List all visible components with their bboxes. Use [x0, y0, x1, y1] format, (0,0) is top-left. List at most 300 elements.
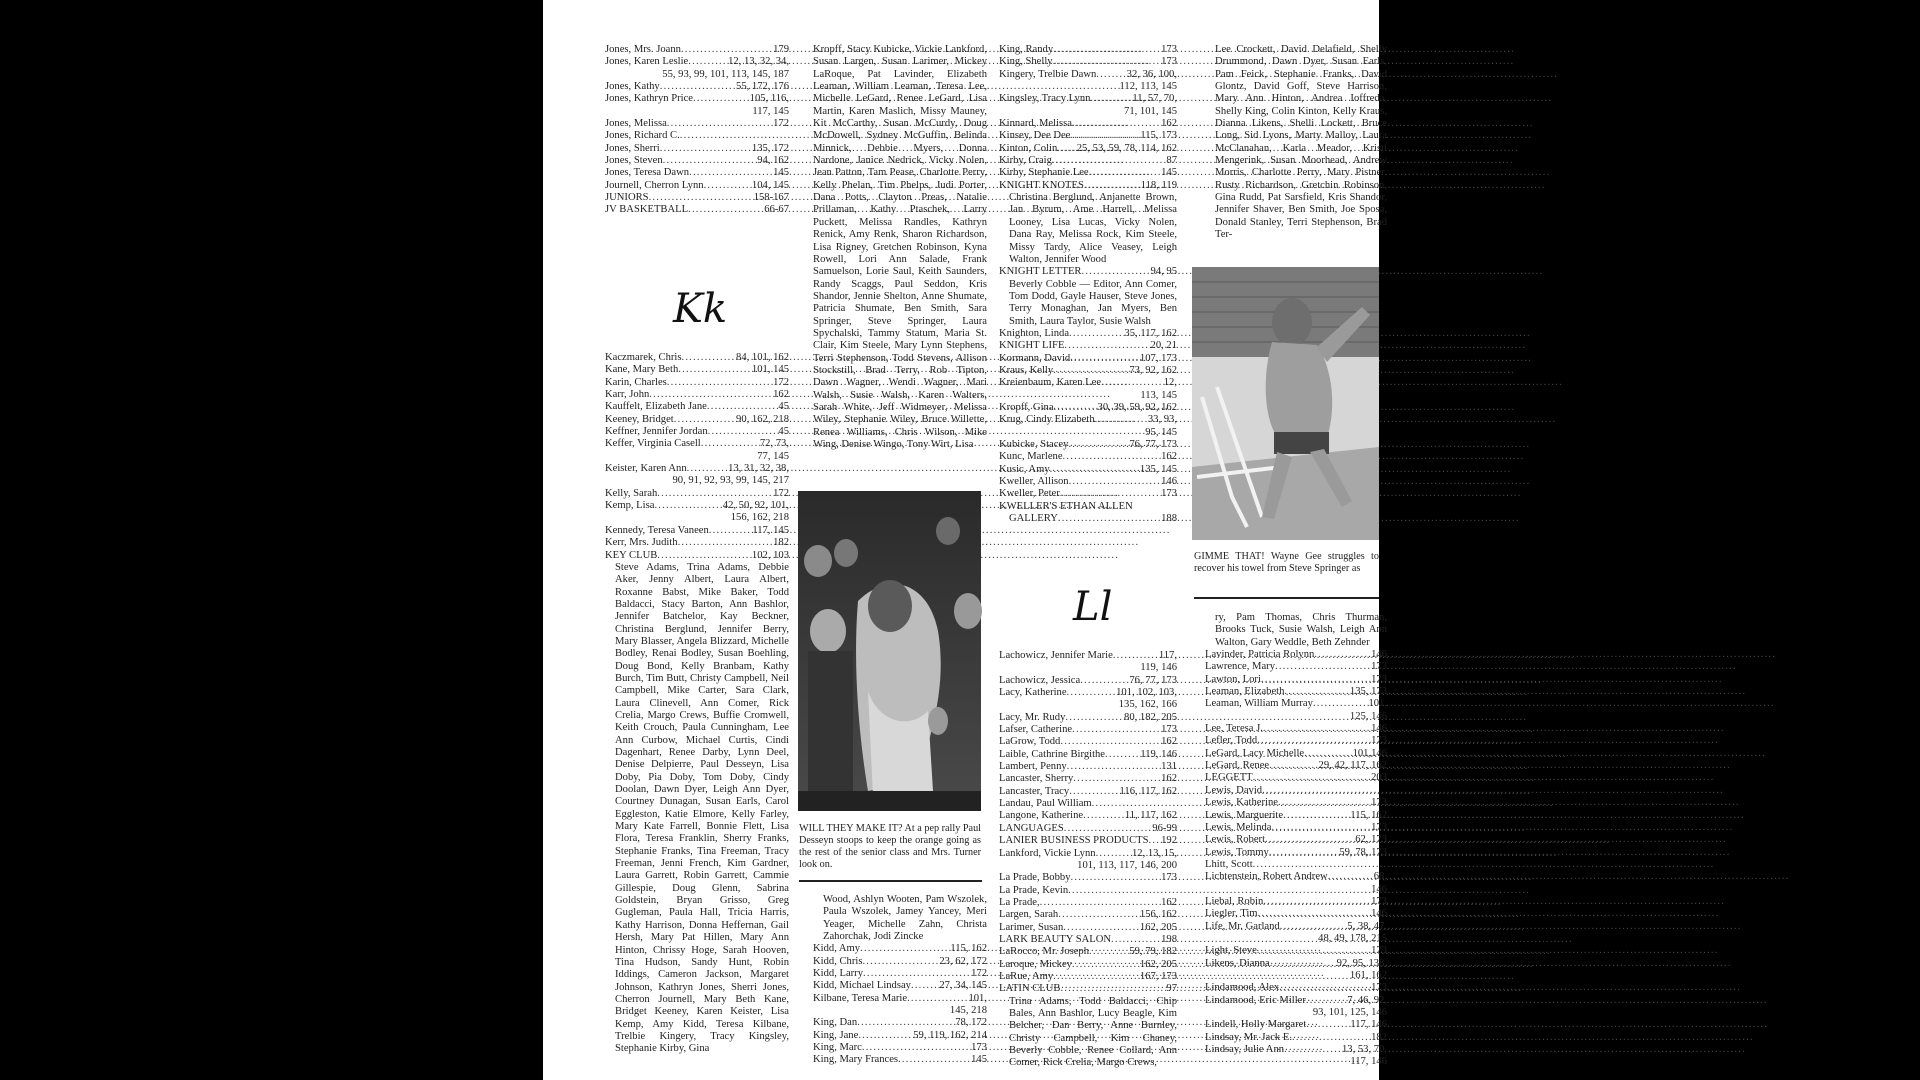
index-entry	[1205, 735, 1387, 747]
leader-dots	[1053, 971, 1140, 983]
index-entry	[1205, 686, 1387, 698]
index-entry	[605, 192, 789, 204]
leader-dots	[1261, 674, 1371, 686]
index-entry	[999, 365, 1177, 377]
entry-pages: 32, 36, 100,	[1126, 68, 1177, 80]
entry-pages: 76, 77, 173	[1129, 674, 1177, 686]
entry-pages: 68,	[1373, 871, 1387, 883]
entry-pages: 173	[1161, 488, 1177, 500]
entry-name: KEY CLUB	[605, 549, 658, 561]
index-entry	[999, 328, 1177, 340]
index-column-2-bottom	[813, 894, 987, 1067]
index-entry	[999, 56, 1177, 68]
leader-dots	[1257, 945, 1371, 957]
leader-dots	[1284, 686, 1350, 698]
index-entry	[605, 414, 789, 426]
entry-name: Liebal, Robin	[1205, 895, 1264, 907]
index-entry	[605, 488, 789, 500]
entry-pages: 198	[1161, 933, 1177, 945]
entry-name: Jones, Kathryn Price	[605, 93, 693, 105]
leader-dots	[1053, 365, 1129, 377]
entry-pages: 162	[1161, 736, 1177, 748]
leader-dots	[1283, 810, 1350, 822]
leader-dots	[1263, 723, 1371, 735]
entry-pages-continued: 161, 162	[1349, 969, 1387, 981]
entry-pages: 162	[1161, 896, 1177, 908]
entry-pages: 11, 117, 162	[1124, 810, 1177, 822]
entry-pages: 173	[1161, 44, 1177, 55]
entry-name: Lewis, Marguerite	[1205, 809, 1284, 821]
leader-dots	[1053, 56, 1162, 68]
leader-dots	[857, 1017, 955, 1029]
index-list-k	[605, 352, 789, 562]
entry-pages: 173	[1371, 797, 1387, 809]
index-entry	[1205, 847, 1387, 859]
index-entry	[1205, 822, 1387, 834]
entry-pages-continued: 101, 113, 117, 146, 200	[1077, 859, 1177, 871]
entry-name: Lankford, Vickie Lynn	[999, 847, 1096, 859]
entry-pages: 173	[1371, 735, 1387, 747]
leader-dots	[1064, 340, 1150, 352]
pool-photo-image	[1192, 267, 1379, 540]
entry-pages: 73, 92, 162	[1129, 364, 1177, 376]
leader-dots	[1057, 143, 1076, 155]
entry-name: Kusic, Amy	[999, 463, 1050, 475]
leader-dots	[1306, 995, 1347, 1007]
index-entry	[1205, 810, 1387, 822]
entry-pages: 101, 102, 103,	[1116, 687, 1177, 699]
leader-dots	[674, 414, 736, 426]
index-entry	[999, 959, 1177, 971]
entry-name: LaRue, Amy	[999, 970, 1054, 982]
index-entry	[813, 943, 987, 955]
entry-pages: 101,	[968, 992, 987, 1004]
entry-name: KNIGHT LETTER	[999, 266, 1082, 278]
leader-dots	[907, 993, 968, 1005]
entry-pages: 145	[971, 1054, 987, 1066]
entry-pages: 115, 162	[950, 943, 987, 955]
entry-pages: 203	[1371, 772, 1387, 784]
index-entry	[605, 389, 789, 401]
entry-pages: 35, 117, 162	[1124, 327, 1177, 339]
index-entry	[813, 1042, 987, 1054]
entry-name: La Prade, Kevin	[999, 884, 1069, 896]
entry-name: Landau, Paul William	[999, 798, 1092, 810]
entry-pages: 118, 119	[1140, 179, 1177, 191]
entry-pages: 173	[1371, 661, 1387, 673]
leader-dots	[681, 44, 773, 56]
index-entry	[999, 687, 1177, 699]
entry-pages: 90, 162, 218	[736, 413, 789, 425]
index-entry	[1205, 995, 1387, 1007]
entry-pages-continued: 145, 218	[949, 1005, 987, 1017]
leader-dots	[1105, 749, 1140, 761]
leader-dots	[863, 968, 971, 980]
entry-name: Kinnard, Melissa	[999, 118, 1072, 130]
entry-name: Jones, Melissa	[605, 118, 667, 130]
entry-name: Lancaster, Tracy	[999, 785, 1070, 797]
entry-name: Jones, Steven	[605, 155, 663, 167]
index-entry	[605, 352, 789, 364]
index-entry	[605, 377, 789, 389]
entry-name: King, Randy	[999, 44, 1054, 55]
leader-dots	[1069, 476, 1162, 488]
leader-dots	[678, 364, 752, 376]
entry-name: Kane, Mary Beth	[605, 364, 679, 376]
entry-name: Kweller, Allison	[999, 476, 1069, 488]
entry-name: Lacy, Mr. Rudy	[999, 711, 1066, 723]
entry-name: Light, Steve	[1205, 945, 1257, 957]
entry-name: Karin, Charles	[605, 376, 667, 388]
entry-pages: 146	[1371, 723, 1387, 735]
index-entry	[1205, 748, 1387, 760]
entry-pages: 156, 162	[1139, 909, 1177, 921]
index-entry	[999, 439, 1177, 451]
leader-dots	[1069, 328, 1124, 340]
index-entry	[999, 909, 1177, 921]
entry-pages-continued: 117, 145	[752, 105, 789, 117]
index-entry	[1205, 958, 1387, 970]
latin-club-members-continued: Lee Crockett, David Delafield, Shelly Drummond, Dawn Dyer, Susan Earls, Pam Feick, Stephanie Franks, David Glontz, David Goff, Steve Harrison, Mary Ann Hinton, Andrea Ioffreda, Shelly King, Colin Kinton, Kelly Kraus, Dianna Likens, Shelli Lockett, Bruce Long, Sid Lyons, Marty Malloy, Laura McClanahan, Karla Meador, Kristi Mengerink, Susan Moorhead, Andrew Morris, Charlotte Perry, Mary Pistner, Rusty Richardson, Gretchin Robinson, Gina Rudd, Pat Sarsfield, Kris Shandor, Jennifer Shaver, Ben Smith, Joe Sposa, Donald Stanley, Terri Stephenson, Brad Ter-	[1215, 44, 1387, 241]
index-entry	[999, 724, 1177, 736]
index-entry	[1205, 785, 1387, 797]
entry-name: King, Shelly	[999, 56, 1053, 68]
entry-pages: 131	[1161, 761, 1177, 773]
index-column-4	[1205, 44, 1387, 242]
entry-name: Lewis, Tommy	[1205, 846, 1269, 858]
entry-name: JV BASKETBALL	[605, 204, 689, 216]
entry-pages: 173	[971, 1042, 987, 1054]
leader-dots	[1253, 772, 1371, 784]
entry-name: Lawton, Lori	[1205, 673, 1261, 685]
entry-pages: 145	[773, 167, 789, 179]
entry-name: Keffer, Virginia Casell	[605, 438, 701, 450]
index-entry	[999, 167, 1177, 179]
entry-pages: 104, 145	[751, 179, 789, 191]
index-entry	[999, 353, 1177, 365]
index-entry	[605, 204, 789, 216]
entry-name: Kelly, Sarah	[605, 487, 658, 499]
leader-dots	[1083, 810, 1125, 822]
entry-name: King, Dan	[813, 1017, 858, 1029]
entry-pages: 59, 79, 182	[1129, 946, 1177, 958]
index-entry	[999, 464, 1177, 476]
entry-pages: 117,	[1158, 650, 1177, 661]
entry-name: Lacy, Katherine	[999, 687, 1067, 699]
entry-name: Lewis, Melinda	[1205, 821, 1272, 833]
leader-dots	[1258, 908, 1372, 920]
leader-dots	[1292, 1032, 1371, 1044]
entry-name: Lewis, Katherine	[1205, 797, 1278, 809]
entry-pages: 12, 13, 15,	[1131, 847, 1177, 859]
entry-pages: 107, 173	[1139, 352, 1177, 364]
entry-pages: 162	[773, 389, 789, 401]
entry-pages: 146	[1371, 649, 1387, 661]
index-entry	[1205, 1044, 1387, 1056]
index-list-jones	[605, 44, 789, 217]
entry-name: Kaczmarek, Chris	[605, 352, 682, 363]
entry-name: Lee, Teresa J.	[1205, 723, 1263, 735]
entry-name: Kweller, Peter	[999, 488, 1060, 500]
pool-photo-caption: GIMME THAT! Wayne Gee struggles to recover his towel from Steve Springer as	[1194, 551, 1379, 574]
entry-name: Kraus, Kelly	[999, 364, 1054, 376]
leader-dots	[688, 204, 764, 216]
index-entry	[605, 56, 789, 68]
entry-name: JUNIORS	[605, 192, 649, 204]
divider-rule	[1194, 597, 1379, 599]
entry-pages: 92, 95, 138,	[1336, 957, 1387, 969]
index-entry	[1205, 698, 1387, 710]
index-entry	[1205, 921, 1387, 933]
index-entry	[1205, 661, 1387, 673]
leader-dots	[1065, 712, 1124, 724]
leader-dots	[657, 550, 752, 562]
leader-dots	[667, 377, 773, 389]
index-entry	[999, 650, 1177, 662]
index-entry	[999, 761, 1177, 773]
entry-pages: 84, 101, 162	[736, 352, 789, 363]
entry-pages: 182	[1371, 1031, 1387, 1043]
entry-name: Lindsay, Mr. Jack E.	[1205, 1031, 1292, 1043]
index-entry	[813, 980, 987, 992]
entry-name: Kerr, Mrs. Judith	[605, 537, 678, 549]
index-entry	[999, 451, 1177, 463]
entry-name: Kidd, Larry	[813, 968, 864, 980]
entry-name: Jones, Karen Leslie	[605, 56, 689, 68]
leader-dots	[1111, 934, 1161, 946]
leader-dots	[1067, 687, 1117, 699]
leader-dots	[708, 426, 779, 438]
index-entry	[605, 167, 789, 179]
index-entry	[605, 426, 789, 438]
entry-pages: 96-99	[1152, 822, 1177, 834]
index-entry	[999, 44, 1177, 56]
entry-pages: 97	[1166, 983, 1177, 995]
entry-pages: 94, 95	[1150, 266, 1177, 278]
entry-name: Kirby, Stephanie Lee	[999, 167, 1089, 179]
leader-dots	[1061, 983, 1167, 995]
entry-pages: 13, 31, 32, 38,	[728, 463, 789, 475]
index-entry	[1205, 1019, 1387, 1031]
entry-name: Lachowicz, Jessica	[999, 674, 1081, 686]
entry-name: Jones, Kathy	[605, 81, 660, 93]
index-entry	[813, 1030, 987, 1042]
leader-dots	[1314, 649, 1371, 661]
index-entry	[999, 155, 1177, 167]
kwellers-entry-line1: KWELLER'S ETHAN ALLEN	[999, 500, 1133, 512]
entry-pages-continued: 77, 145	[757, 450, 789, 462]
leader-dots	[1095, 414, 1148, 426]
entry-pages: 102, 103	[751, 549, 789, 561]
index-list-l	[999, 650, 1177, 996]
leader-dots	[1089, 946, 1129, 958]
index-entry	[999, 835, 1177, 847]
entry-name: Keister, Karen Ann	[605, 463, 687, 475]
entry-name: King, Jane	[813, 1029, 859, 1041]
entry-name: Krug, Cindy Elizabeth	[999, 414, 1095, 426]
entry-name: LANIER BUSINESS PRODUCTS	[999, 835, 1149, 847]
leader-dots	[1269, 760, 1318, 772]
leader-dots	[862, 1042, 971, 1054]
leader-dots	[1052, 155, 1167, 167]
entry-pages: 62, 173	[1355, 834, 1387, 846]
entry-name: Kingery, Trelbie Dawn	[999, 68, 1097, 80]
index-entry	[999, 786, 1177, 798]
leader-dots	[860, 943, 950, 955]
leader-dots	[1313, 698, 1369, 710]
entry-name: Kropff, Gina	[999, 401, 1054, 413]
entry-pages-continued: 125, 146	[1349, 710, 1387, 722]
index-list-king-knight	[999, 44, 1177, 192]
entry-pages: 78, 172	[955, 1017, 987, 1029]
index-entry	[605, 93, 789, 105]
leader-dots	[858, 1030, 913, 1042]
entry-pages: 117, 146	[1350, 1019, 1387, 1031]
entry-pages: 146	[1371, 908, 1387, 920]
leader-dots	[1070, 353, 1140, 365]
index-list-lavinder-lindsay	[1205, 649, 1387, 1069]
leader-dots	[1265, 834, 1355, 846]
leader-dots	[707, 401, 779, 413]
entry-pages: 179	[773, 44, 789, 55]
entry-pages-continued: 93, 101, 125, 146	[1312, 1007, 1387, 1018]
entry-name: Kemp, Lisa	[605, 500, 655, 512]
index-entry	[1205, 871, 1387, 883]
entry-pages: 135, 172	[751, 142, 789, 154]
entry-pages: 173	[1161, 872, 1177, 884]
index-entry	[999, 749, 1177, 761]
entry-pages-continued: 48, 49, 178, 215	[1318, 932, 1387, 944]
entry-pages-continued: 55, 93, 99, 101, 113, 145, 187	[662, 68, 789, 80]
entry-name: Kingsley, Tracy Lynn	[999, 93, 1091, 105]
leader-dots	[911, 980, 939, 992]
entry-name: LaGrow, Todd	[999, 736, 1061, 748]
entry-name: Lindamood, Eric Miller	[1205, 994, 1306, 1006]
leader-dots	[1149, 835, 1162, 847]
index-entry	[999, 823, 1177, 835]
entry-pages-continued: 90, 91, 92, 93, 99, 145, 217	[672, 475, 789, 487]
entry-pages: 29, 42, 117, 162	[1318, 760, 1387, 772]
leader-dots	[1269, 847, 1340, 859]
knight-letter-members: Beverly Cobble — Editor, Ann Comer, Tom Dodd, Gayle Hauser, Steve Jones, Terry Monaghan, Jan Myers, Ben Smith, Laura Taylor, Susie Walsh	[1009, 278, 1177, 327]
index-entry	[999, 946, 1177, 958]
entry-pages: 173	[1371, 945, 1387, 957]
key-club-members-end: Wood, Ashlyn Wooten, Pam Wszolek, Paula Wszolek, Jamey Yancey, Meri Yeager, Michelle Zahn, Christa Zahorchak, Jodi Zincke	[823, 894, 987, 943]
entry-pages: 12,	[1163, 377, 1177, 389]
entry-pages: 173	[1161, 724, 1177, 736]
index-entry	[605, 118, 789, 130]
leader-dots	[1090, 93, 1132, 105]
entry-pages: 173	[1371, 673, 1387, 685]
entry-pages: 20, 21	[1150, 340, 1177, 352]
entry-name: Leaman, William Murray	[1205, 698, 1313, 710]
leader-dots	[862, 956, 939, 968]
entry-pages: 12, 13, 32, 34,	[728, 56, 789, 68]
entry-name: Kilbane, Teresa Marie	[813, 992, 908, 1004]
entry-pages: 158-167	[753, 192, 789, 204]
entry-name: Kinton, Colin	[999, 142, 1058, 154]
entry-pages: 101,	[1368, 698, 1387, 710]
entry-pages: 101,146	[1352, 747, 1387, 759]
entry-pages: 115, 173	[1140, 130, 1177, 142]
entry-name: LEGGETT	[1205, 772, 1253, 784]
entry-name: Laible, Cathrine Birgithe	[999, 748, 1106, 760]
leader-dots	[1054, 402, 1098, 414]
entry-name: LeGard, Lacy Michelle	[1205, 747, 1305, 759]
entry-name: LeGard, Renee	[1205, 760, 1270, 772]
leader-dots	[1072, 118, 1161, 130]
index-entry	[999, 402, 1177, 414]
index-entry	[605, 143, 789, 155]
leader-dots	[1073, 773, 1161, 785]
entry-pages: 162, 205	[1139, 958, 1177, 970]
leader-dots	[709, 525, 753, 537]
index-entry	[605, 180, 789, 192]
leader-dots	[1068, 885, 1177, 897]
entry-name: King, Mary Frances	[813, 1054, 899, 1066]
index-entry	[605, 537, 789, 549]
index-entry	[999, 266, 1177, 278]
entry-name: Keeney, Bridget	[605, 413, 674, 425]
index-entry	[999, 180, 1177, 192]
entry-name: Laroque, Mickey	[999, 958, 1072, 970]
entry-pages-continued: 146	[1371, 883, 1387, 895]
entry-name: Lhitt, Scott	[1205, 858, 1253, 870]
entry-name: Leaman, Elizabeth	[1205, 686, 1285, 698]
index-list-knighton-kweller	[999, 328, 1177, 501]
index-entry	[1205, 834, 1387, 846]
entry-name: Lindsay, Julie Ann	[1205, 1044, 1285, 1056]
index-entry	[1205, 797, 1387, 809]
leader-dots	[1084, 180, 1141, 192]
leader-dots	[689, 167, 773, 179]
entry-pages: 55, 172, 176	[736, 81, 789, 93]
index-entry	[813, 1017, 987, 1029]
index-entry	[999, 69, 1177, 81]
leader-dots	[1275, 661, 1371, 673]
yearbook-index-page	[543, 0, 1387, 1080]
leader-dots	[1069, 786, 1119, 798]
leader-dots	[1040, 897, 1162, 909]
entry-pages: 33, 93,	[1147, 414, 1177, 426]
entry-pages: 119, 146	[1140, 748, 1177, 760]
pep-rally-photo	[798, 491, 981, 811]
entry-pages: 162	[1161, 118, 1177, 130]
entry-name: LARK BEAUTY SALON	[999, 933, 1112, 945]
leader-dots	[704, 180, 752, 192]
key-club-members-continued: Kropff, Stacy Kubicke, Vickie Lankford, Susan Largen, Susan Larimer, Mickey LaRoque, Pat Lavinder, Elizabeth Leaman, William Leaman, Teresa Lee, Michelle LeGard, Renee LeGard, Lisa Martin, Karen Maslich, Missy Mauney, Kit McCarthy, Susan McCurdy, Doug McDowell, Sydney McGuffin, Belinda Minnick, Debbie Myers, Donna Nardone, Janice Nedrick, Vicky Nolen, Jean Patton, Tam Pease, Charlotte Perry, Kelly Phelan, Tim Phelps, Judi Porter, Dana Potts, Clayton Preas, Natalie Prillaman, Kathy Ptaschek, Larry Puckett, Melissa Randles, Kathryn Renick, Amy Renk, Sharon Richardson, Lisa Rigney, Gretchen Robinson, Kyna Rowell, Lori Ann Salade, Frank Samuelson, Lorie Saul, Keith Saunders, Randy Scaggs, Paul Seddon, Kris Shandor, Jennie Shelton, Anne Shumate, Patricia Shumate, Ben Smith, Sara Springer, Steve Springer, Laura Spychalski, Tammy Statum, Maria St. Clair, Kim Steele, Mary Lynn Stephens, Terri Stephenson, Todd Stevens, Allison Stockstill, Brad Terry, Rob Tipton, Dawn Wagner, Wendi Wagner, Mari Walsh, Susie Walsh, Karen Walters, Sarah White, Jeff Widmeyer, Melissa Wiley, Stephanie Wiley, Bruce Willette, Renea Williams, Chris Wilson, Mike Wing, Denise Wingo, Tony Wirt, Lisa	[813, 44, 987, 450]
entry-pages: 172	[773, 376, 789, 388]
entry-pages-continued: 156, 162, 218	[730, 512, 789, 524]
entry-pages: 162	[1161, 773, 1177, 785]
index-entry	[999, 414, 1177, 426]
index-entry	[605, 463, 789, 475]
leader-dots	[660, 143, 752, 155]
index-entry	[605, 44, 789, 56]
entry-pages: 25, 53, 59, 78, 114, 162	[1076, 142, 1177, 154]
entry-name: Lawrence, Mary	[1205, 661, 1275, 673]
entry-pages: 87	[1166, 155, 1177, 167]
entry-pages: 13, 53, 70,	[1341, 1044, 1387, 1056]
entry-name: Langone, Katherine	[999, 810, 1084, 822]
index-entry	[1205, 859, 1387, 871]
leader-dots	[680, 130, 789, 142]
entry-pages: 173	[1161, 56, 1177, 68]
leader-dots	[1080, 675, 1129, 687]
entry-pages: 101, 145	[751, 364, 789, 376]
index-entry	[605, 525, 789, 537]
entry-pages: 11, 57, 70,	[1132, 93, 1177, 105]
